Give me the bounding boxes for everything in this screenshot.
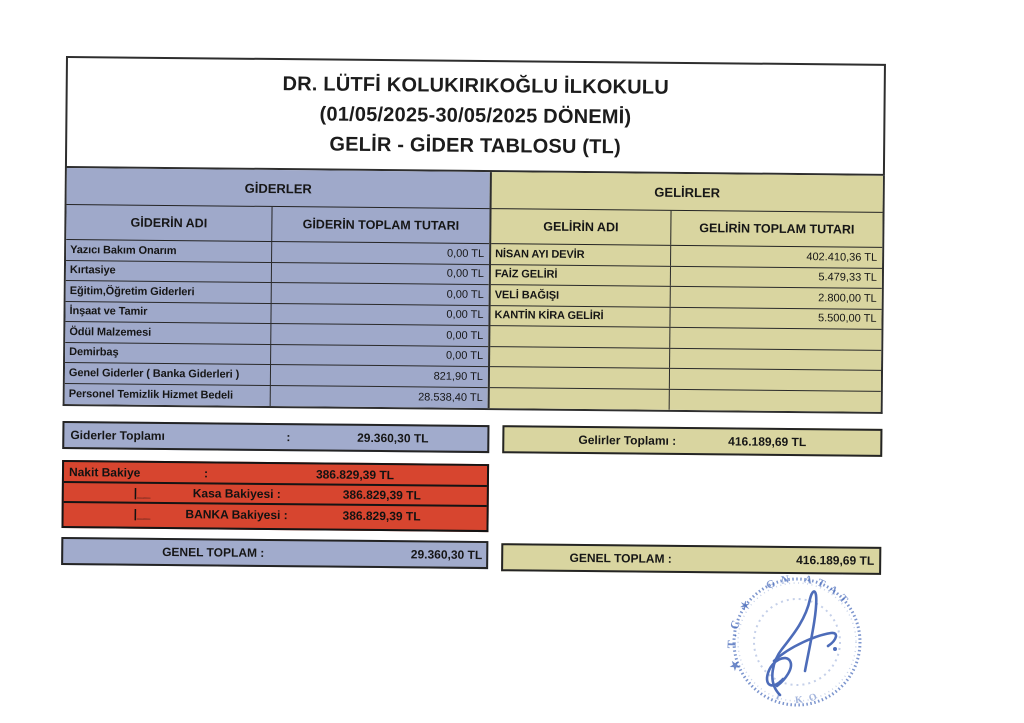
income-name-cell: KANTİN KİRA GELİRİ xyxy=(490,306,670,327)
expense-name-header: GİDERİN ADI xyxy=(66,205,272,241)
expense-amount-header: GİDERİN TOPLAM TUTARI xyxy=(302,217,460,233)
expense-amount-cell: 0,00 TL xyxy=(446,247,485,260)
income-column-headers xyxy=(491,209,882,248)
cash-balance-value: 386.829,39 TL xyxy=(315,466,395,482)
expenses-total-label: Giderler Toplamı xyxy=(70,428,165,443)
income-amount-header: GELİRİN TOPLAM TUTARI xyxy=(699,221,855,237)
expenses-total-value: 29.360,30 TL xyxy=(357,430,429,446)
stamp-arc-text-left: ★ T.C ✶ xyxy=(724,594,757,673)
income-amount-cell: 2.800,00 TL xyxy=(818,291,877,305)
expenses-total-bar xyxy=(62,421,489,453)
income-amount-cell xyxy=(670,369,881,391)
banka-balance-label: BANKA Bakiyesi : xyxy=(185,507,288,523)
expense-amount-cell: 0,00 TL xyxy=(445,349,484,363)
expenses-grand-total-bar xyxy=(61,537,488,569)
stamp-arc-text-top: GN ATAT xyxy=(764,572,855,611)
expense-name-cell: Personel Temizlik Hizmet Bedeli xyxy=(65,384,271,406)
tree-branch-glyph: |__ xyxy=(133,485,151,500)
official-stamp xyxy=(716,561,878,723)
income-amount-cell xyxy=(670,389,881,412)
tree-branch-glyph: |__ xyxy=(133,506,151,521)
income-amount-cell: 5.500,00 TL xyxy=(817,312,877,326)
income-name-cell: VELİ BAĞIŞI xyxy=(491,285,671,306)
expense-amount-cell: 821,90 TL xyxy=(433,370,483,383)
income-section xyxy=(488,172,883,412)
income-row xyxy=(490,388,881,412)
cash-balance-colon: : xyxy=(203,465,209,480)
expense-amount-cell: 0,00 TL xyxy=(446,308,484,322)
title-box xyxy=(65,56,886,176)
income-total-bar xyxy=(502,425,882,457)
document-sheet xyxy=(61,56,886,573)
expenses-column-headers xyxy=(66,205,489,244)
expense-amount-cell: 28.538,40 TL xyxy=(418,391,483,404)
table-title: GELİR - GİDER TABLOSU (TL) xyxy=(329,133,621,158)
income-amount-cell: 402.410,36 TL xyxy=(806,250,878,264)
banka-balance-value: 386.829,39 TL xyxy=(342,508,421,524)
income-grand-total-label: GENEL TOPLAM : xyxy=(569,550,672,566)
income-name-header: GELİRİN ADI xyxy=(491,209,671,245)
income-grand-total-value: 416.189,69 TL xyxy=(796,553,875,568)
banka-balance-row xyxy=(64,503,487,527)
income-amount-cell xyxy=(670,328,881,350)
expense-name-cell: İnşaat ve Tamir xyxy=(65,302,271,323)
expense-name-cell: Ödül Malzemesi xyxy=(65,322,271,343)
report-period: (01/05/2025-30/05/2025 DÖNEMİ) xyxy=(319,102,632,128)
income-amount-cell: 5.479,33 TL xyxy=(818,271,877,285)
expenses-total-colon: : xyxy=(286,430,291,445)
school-name: DR. LÜTFİ KOLUKIRIKOĞLU İLKOKULU xyxy=(282,72,670,99)
expense-name-cell: Eğitim,Öğretim Giderleri xyxy=(66,281,272,302)
expense-name-cell: Yazıcı Bakım Onarım xyxy=(66,240,272,261)
expense-name-cell: Demirbaş xyxy=(65,343,271,364)
income-expense-table xyxy=(63,168,885,414)
expenses-grand-total-value: 29.360,30 TL xyxy=(410,547,483,563)
expense-name-cell: Kırtasiye xyxy=(66,261,272,282)
expense-amount-cell: 0,00 TL xyxy=(446,329,484,342)
income-name-cell xyxy=(490,347,670,368)
stamp-arc-text-bottom: I KO xyxy=(774,688,826,707)
totals-row xyxy=(62,421,882,457)
income-total-value: 416.189,69 TL xyxy=(728,434,807,450)
expense-name-cell: Genel Giderler ( Banka Giderleri ) xyxy=(65,363,271,384)
stamp-inner-ring xyxy=(754,599,840,685)
kasa-balance-label: Kasa Bakiyesi : xyxy=(192,486,281,502)
income-name-cell xyxy=(490,367,670,388)
income-name-cell xyxy=(490,388,670,410)
signature xyxy=(767,592,837,695)
expense-amount-cell: 0,00 TL xyxy=(446,267,484,281)
cash-balance-block xyxy=(61,460,489,532)
expense-row xyxy=(65,384,488,409)
cash-balance-label: Nakit Bakiye xyxy=(68,464,141,480)
expenses-grand-total-label: GENEL TOPLAM : xyxy=(162,544,265,560)
kasa-balance-value: 386.829,39 TL xyxy=(342,487,421,503)
expense-amount-cell: 0,00 TL xyxy=(446,288,484,301)
income-total-label: Gelirler Toplamı : xyxy=(578,432,677,448)
expenses-section xyxy=(65,168,490,408)
income-amount-cell xyxy=(670,348,881,370)
income-section-header: GELİRLER xyxy=(492,172,883,213)
expenses-section-header: GİDERLER xyxy=(67,168,490,209)
income-name-cell: FAİZ GELİRİ xyxy=(491,265,671,286)
income-name-cell xyxy=(490,326,670,347)
income-name-cell: NİSAN AYI DEVİR xyxy=(491,244,671,265)
